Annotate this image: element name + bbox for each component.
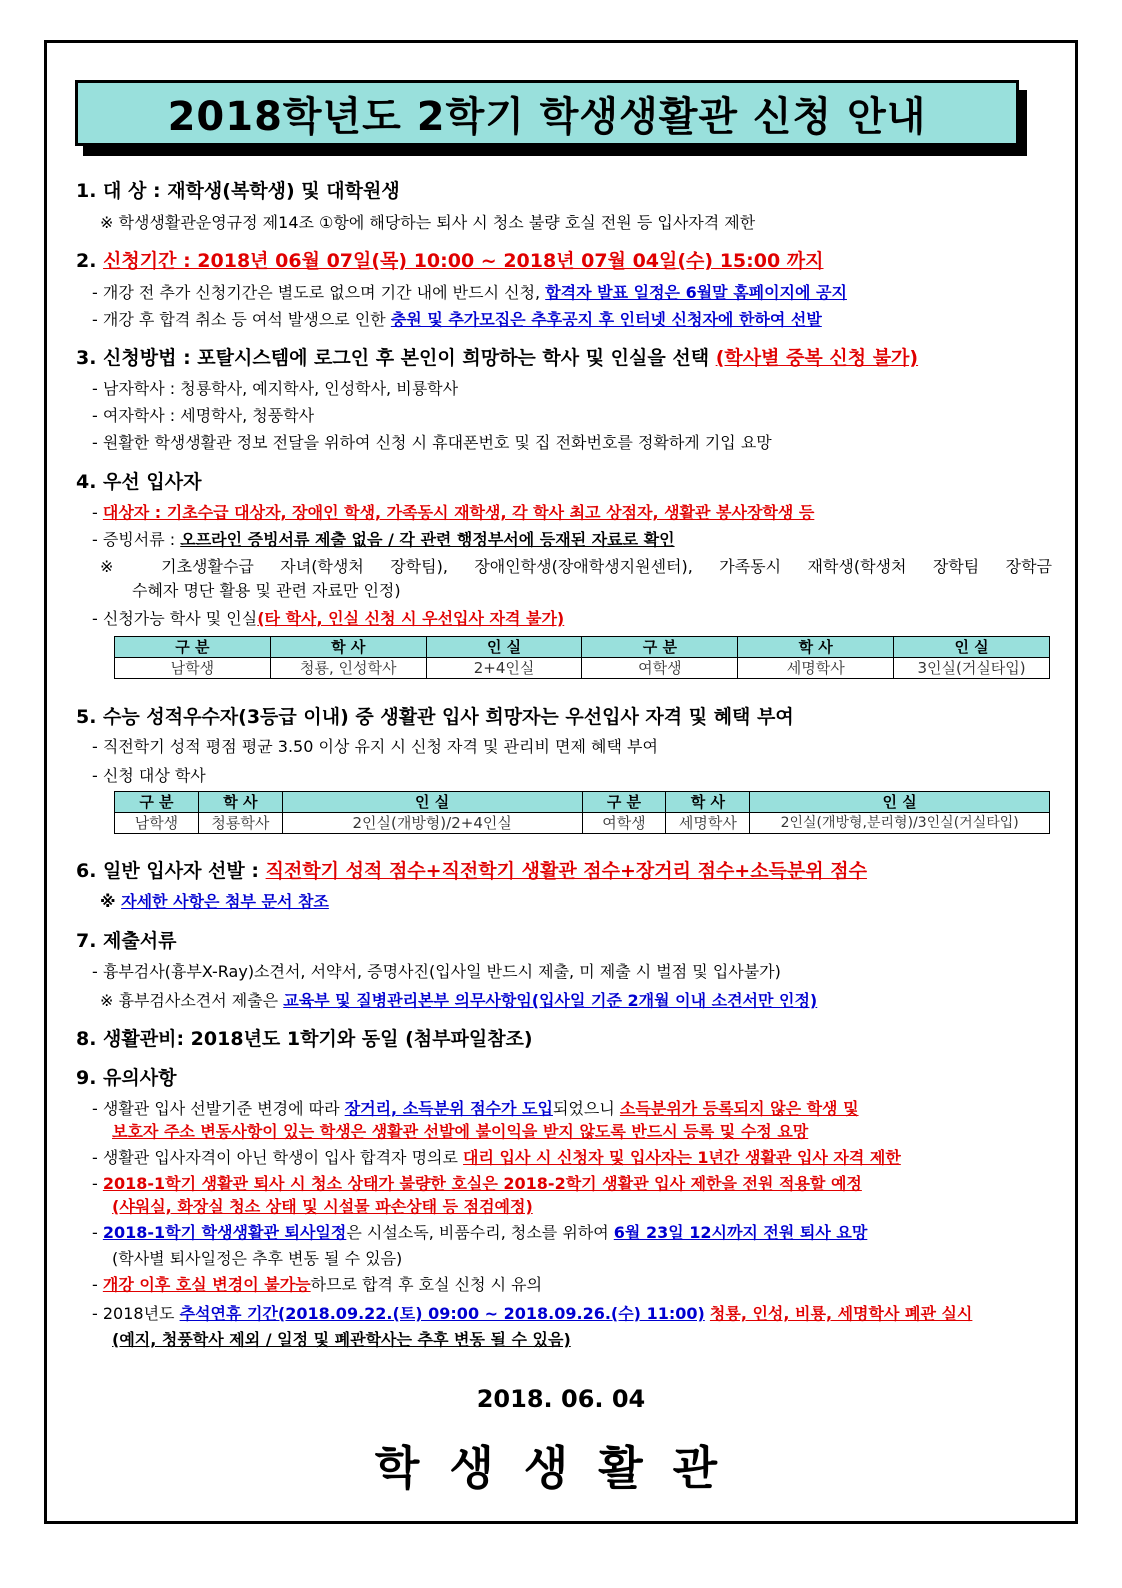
note-text: - 생활관 입사자격이 아닌 학생이 입사 합격자 명의로 [92, 1148, 464, 1167]
table-cell: 남학생 [115, 658, 271, 679]
section-2-line-1-text: - 개강 전 추가 신청기간은 별도로 없으며 기간 내에 반드시 신청, [92, 283, 546, 302]
table-cell: 2+4인실 [426, 658, 582, 679]
table-cell: 3인실(거실타입) [894, 658, 1050, 679]
section-2-line-2 [92, 307, 822, 330]
section-7-title: 7. 제출서류 [76, 930, 177, 952]
header-cell: 인 실 [282, 792, 582, 813]
checkout-deadline: 6월 23일 12시까지 전원 퇴사 요망 [613, 1223, 868, 1242]
section-6-note [100, 889, 329, 912]
section-4-note-2: 수혜자 명단 활용 및 관련 자료만 인정) [132, 581, 401, 600]
header-cell: 구 분 [582, 792, 666, 813]
header-cell: 구 분 [115, 637, 271, 658]
priority-targets: 대상자 : 기초수급 대상자, 장애인 학생, 가족동시 재학생, 각 학사 최고 상점자, 생활관 봉사장학생 등 [102, 503, 815, 522]
checkout-schedule: 2018-1학기 학생생활관 퇴사일정 [102, 1223, 347, 1242]
note-text: 되었으니 [552, 1099, 620, 1118]
section-4-title: 4. 우선 입사자 [76, 471, 202, 493]
section-9-e [92, 1272, 542, 1295]
table-row [115, 658, 1050, 679]
header-cell: 학 사 [738, 637, 894, 658]
chuseok-period: 추석연휴 기간(2018.09.22.(토) 09:00 ~ 2018.09.26.(수) 11:00) [179, 1304, 705, 1323]
section-9-title: 9. 유의사항 [76, 1067, 177, 1089]
table-header-row [115, 637, 1050, 658]
available-dorms-label: - 신청가능 학사 및 인실 [92, 609, 258, 628]
section-5-line-2: - 신청 대상 학사 [92, 766, 206, 785]
application-period: 신청기간 : 2018년 06월 07일(목) 10:00 ~ 2018년 07월 04일(수) 15:00 까지 [103, 250, 824, 272]
table-cell: 세명학사 [666, 813, 750, 834]
note-text: 하므로 합격 후 호실 신청 시 유의 [310, 1275, 543, 1294]
section-5-line-1: - 직전학기 성적 평점 평균 3.50 이상 유지 시 신청 자격 및 관리비 면제 혜택 부여 [92, 737, 658, 756]
table-cell: 남학생 [115, 813, 199, 834]
evidence-text: 오프라인 증빙서류 제출 없음 / 각 관련 행정부서에 등재된 자료로 확인 [180, 530, 675, 549]
table-cell: 2인실(개방형)/2+4인실 [282, 813, 582, 834]
female-dorms: - 여자학사 : 세명학사, 청풍학사 [92, 406, 315, 425]
table-cell: 2인실(개방형,분리형)/3인실(거실타입) [750, 813, 1050, 834]
page-title: 2018학년도 2학기 학생생활관 신청 안내 [75, 80, 1019, 146]
table-cell: 여학생 [582, 813, 666, 834]
note-text: - 2018년도 [92, 1304, 180, 1323]
attachment-reference: 자세한 사항은 첨부 문서 참조 [121, 892, 329, 911]
section-4-note-1: ※ 기초생활수급 자녀(학생처 장학팀), 장애인학생(장애학생지원센터), 가족동시 재학생(학생처 장학팀 장학금 [100, 557, 1052, 576]
issuing-organization: 학생생활관 [374, 1441, 748, 1495]
header-cell: 구 분 [115, 792, 199, 813]
selection-criteria: 직전학기 성적 점수+직전학기 생활관 점수+장거리 점수+소득분위 점수 [265, 860, 867, 882]
note-text: - 생활관 입사 선발기준 변경에 따라 [92, 1099, 345, 1118]
dash: - [92, 1174, 103, 1193]
section-6-title [76, 856, 867, 883]
xray-note-text: ※ 흉부검사소견서 제출은 [100, 991, 284, 1010]
section-9-a-line-1 [92, 1096, 859, 1119]
dash: - [92, 1275, 103, 1294]
table-row [115, 813, 1050, 834]
section-2-line-2-text: - 개강 후 합격 취소 등 여석 발생으로 인한 [92, 310, 391, 329]
top-scorer-dorm-table [114, 791, 1050, 834]
contact-info-note: - 원활한 학생생활관 정보 전달을 위하여 신청 시 휴대폰번호 및 집 전화번호를 정확하게 기입 요망 [92, 433, 772, 452]
priority-restriction: (타 학사, 인실 신청 시 우선입사 자격 불가) [257, 609, 565, 628]
header-cell: 인 실 [750, 792, 1050, 813]
section-4-line-2 [92, 527, 675, 550]
section-2-number: 2. [76, 250, 104, 272]
section-8-title: 8. 생활관비: 2018년도 1학기와 동일 (첨부파일참조) [76, 1028, 533, 1050]
income-registration-warning: 소득분위가 등록되지 않은 학생 및 [619, 1099, 859, 1118]
priority-dorm-table [114, 636, 1050, 679]
issue-date: 2018. 06. 04 [476, 1385, 646, 1413]
header-cell: 인 실 [894, 637, 1050, 658]
dash: - [92, 503, 103, 522]
section-9-d-line-1 [92, 1220, 867, 1243]
section-7-note [100, 988, 817, 1011]
proxy-penalty: 대리 입사 시 신청자 및 입사자는 1년간 생활관 입사 자격 제한 [463, 1148, 901, 1167]
header-cell: 학 사 [666, 792, 750, 813]
table-cell: 여학생 [582, 658, 738, 679]
note-mark: ※ [100, 892, 122, 911]
section-9-f-line-2: (예지, 청풍학사 제외 / 일정 및 폐관학사는 추후 변동 될 수 있음) [112, 1330, 571, 1349]
duplicate-warning: (학사별 중복 신청 불가) [715, 347, 919, 369]
table-header-row [115, 792, 1050, 813]
section-6-label: 6. 일반 입사자 선발 : [76, 860, 266, 882]
header-cell: 인 실 [426, 637, 582, 658]
additional-recruit-notice: 충원 및 추가모집은 추후공지 후 인터넷 신청자에 한하여 선발 [390, 310, 822, 329]
section-9-d-line-2: (학사별 퇴사일정은 추후 변동 될 수 있음) [112, 1249, 403, 1268]
note-text: 은 시설소독, 비품수리, 청소를 위하여 [346, 1223, 614, 1242]
evidence-label: - 증빙서류 : [92, 530, 181, 549]
section-3-title [76, 343, 918, 370]
male-dorms: - 남자학사 : 청룡학사, 예지학사, 인성학사, 비룡학사 [92, 379, 459, 398]
section-9-c-line-2: (샤워실, 화장실 청소 상태 및 시설물 파손상태 등 점검예정) [112, 1197, 533, 1216]
mandatory-requirement: 교육부 및 질병관리본부 의무사항임(입사일 기준 2개월 이내 소견서만 인정) [283, 991, 818, 1010]
section-7-line-1: - 흉부검사(흉부X-Ray)소견서, 서약서, 증명사진(입사일 반드시 제출, 미 제출 시 벌점 및 입사불가) [92, 962, 781, 981]
table-cell: 세명학사 [738, 658, 894, 679]
table-cell: 청룡학사 [198, 813, 282, 834]
section-4-line-1 [92, 500, 814, 523]
section-3-title-text: 3. 신청방법 : 포탈시스템에 로그인 후 본인이 희망하는 학사 및 인실을 선택 [76, 347, 716, 369]
dash: - [92, 1223, 103, 1242]
cleaning-penalty: 2018-1학기 생활관 퇴사 시 청소 상태가 불량한 호실은 2018-2학기 생활관 입사 제한을 전원 적용할 예정 [102, 1174, 862, 1193]
section-9-c-line-1 [92, 1171, 862, 1194]
header-cell: 학 사 [270, 637, 426, 658]
table-cell: 청룡, 인성학사 [270, 658, 426, 679]
room-change-warning: 개강 이후 호실 변경이 불가능 [102, 1275, 311, 1294]
section-2-title [76, 246, 824, 273]
section-1-title: 1. 대 상 : 재학생(복학생) 및 대학원생 [76, 180, 400, 202]
section-4-line-3 [92, 606, 564, 629]
section-9-b [92, 1145, 901, 1168]
announcement-notice: 합격자 발표 일정은 6월말 홈페이지에 공지 [545, 283, 847, 302]
section-5-title: 5. 수능 성적우수자(3등급 이내) 중 생활관 입사 희망자는 우선입사 자격 및 혜택 부여 [76, 706, 794, 728]
header-cell: 학 사 [198, 792, 282, 813]
new-score-intro: 장거리, 소득분위 점수가 도입 [344, 1099, 553, 1118]
dorm-closure: 청룡, 인성, 비룡, 세명학사 폐관 실시 [709, 1304, 973, 1323]
section-1-note: ※ 학생생활관운영규정 제14조 ①항에 해당하는 퇴사 시 청소 불량 호실 전원 등 입사자격 제한 [100, 213, 756, 232]
section-9-a-line-2: 보호자 주소 변동사항이 있는 학생은 생활관 선발에 불이익을 받지 않도록 반드시 등록 및 수정 요망 [112, 1122, 809, 1141]
section-9-f-line-1 [92, 1301, 972, 1324]
section-2-line-1 [92, 280, 847, 303]
header-cell: 구 분 [582, 637, 738, 658]
